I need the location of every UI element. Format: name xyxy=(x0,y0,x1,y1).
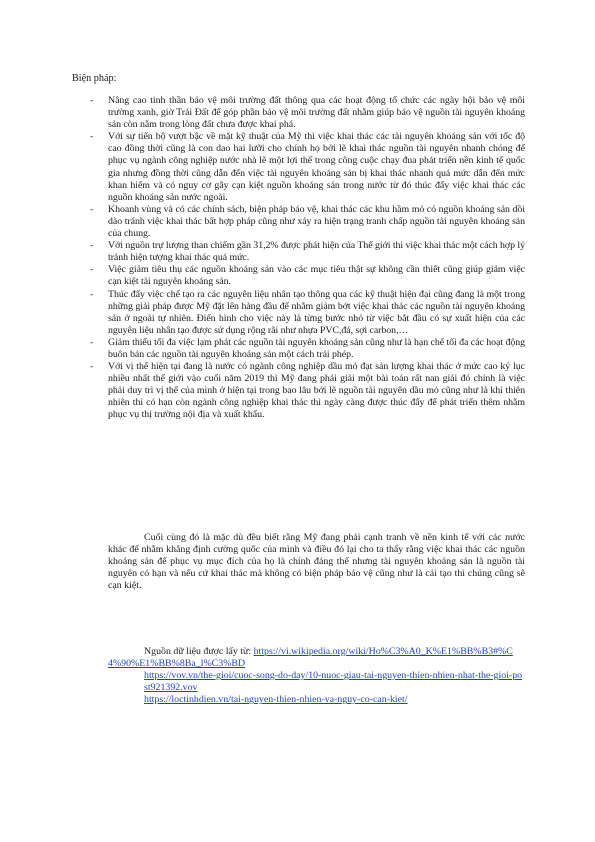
source-link-vov[interactable]: https://vov.vn/the-gioi/cuoc-song-do-day/10-nuoc-giau-tai-nguyen-thien-nhien-nhat-the-gioi-post921392.vov xyxy=(144,670,523,694)
conclusion-paragraph: Cuối cùng đó là mặc dù đều biết rằng Mỹ đang phải cạnh tranh về nền kinh tế với các nước khác để nhằm khẳng định cường quốc của mình và điều đó lại cho ta thấy rằng việc khai thác các nguồn khoáng sản để phục vụ mục đích của họ là chính đáng thế nhưng tài nguyên khoáng sản là nguồn tài nguyên có hạn và nếu cứ khai thác mà không có biện pháp bảo vệ cũng như là cải tạo thì chúng cũng sẽ cạn kiệt. xyxy=(108,532,525,592)
bullet-dash: - xyxy=(90,203,94,215)
list-item-text: Nâng cao tinh thần bảo vệ môi trường đất thông qua các hoạt động tổ chức các ngày hội bảo vệ môi trường xanh, giờ Trái Đất để góp phần bảo vệ môi trường đất nhằm giúp bảo vệ nguồn tài nguyên khoáng sản còn nằm trong lòng đất chưa được khai phá. xyxy=(108,95,525,131)
list-item-text: Với vị thế hiện tại đang là nước có ngành công nghiệp dầu mỏ đạt sản lượng khai thác ở mức cao kỷ lục nhiều nhất thế giới vào cuối năm 2019 thì Mỹ đang phải giải một bài toán rất nan giải đó chính là việc phải duy trì vị thế của mình ở hiện tại trong bao lâu bởi lẽ nguồn tài nguyên dầu mỏ cũng như là khí thiên nhiên thì có hạn còn ngành công nghiệp khai thác thì ngày càng được thúc đẩy để phát triển thêm nhằm phục vụ thị trường nội địa và xuất khẩu. xyxy=(108,361,525,421)
list-item xyxy=(90,361,525,421)
list-item-text: Khoanh vùng và có các chính sách, biện pháp bảo vệ, khai thác các khu hầm mỏ có nguồn khoáng sản dồi dào tránh việc khai thác bất hợp pháp cũng như xảy ra hiện trạng tranh chấp nguồn tài nguyên khoáng sản của chung. xyxy=(108,203,525,240)
list-item xyxy=(90,204,525,240)
bullet-dash: - xyxy=(90,264,94,276)
list-item-text: Việc giảm tiêu thụ các nguồn khoáng sản vào các mục tiêu thật sự không cần thiết cũng giúp giảm việc cạn kiệt tài nguyên khoáng sản. xyxy=(108,264,525,288)
source-line xyxy=(108,694,525,706)
list-item xyxy=(90,95,525,131)
sources-label: Nguồn dữ liệu được lấy từ: xyxy=(144,646,254,657)
list-item-text: Thúc đẩy việc chế tạo ra các nguyên liệu nhân tạo thông qua các kỹ thuật hiện đại cũng đang là một trong những giải pháp được Mỹ đặt lên hàng đầu để nhằm giảm bớt việc khai thác các nguồn tài nguyên khoáng sản ở ngoài tự nhiên. Điển hình cho việc này là từng bước nhỏ từ việc bắt đầu có sự xuất hiện của các nguyên liệu nhân tạo được sử dụng rộng rãi như nhựa PVC,đá, sợi carbon,… xyxy=(108,288,525,336)
bullet-dash: - xyxy=(90,361,94,373)
list-item xyxy=(90,337,525,361)
list-item-text: Với nguồn trự lượng than chiếm gần 31,2% được phát hiện của Thế giới thì việc khai thác một cách hợp lý tránh hiện tượng khai thác quá mức. xyxy=(108,240,525,264)
source-link-loctinhdien[interactable]: https://loctinhdien.vn/tai-nguyen-thien-nhien-va-nguy-co-can-kiet/ xyxy=(144,694,408,706)
bullet-dash: - xyxy=(90,131,94,143)
list-item xyxy=(90,131,525,204)
section-heading: Biện pháp: xyxy=(72,73,117,84)
source-link-wikipedia[interactable]: https://vi.wikipedia.org/wiki/Ho%C3%A0_K%E1%BB%B3#%C4%90%E1%BB%8Ba_l%C3%BD xyxy=(108,646,513,670)
list-item xyxy=(90,289,525,337)
measures-list xyxy=(90,95,525,422)
list-item xyxy=(90,264,525,288)
list-item xyxy=(90,240,525,264)
list-item-text: Giảm thiểu tối đa việc lạm phát các nguồn tài nguyên khoáng sản cũng như là hạn chế tối đa các hoạt động buôn bán các nguồn tài nguyên khoáng sản một cách trái phép. xyxy=(108,336,525,360)
source-line xyxy=(108,670,525,694)
bullet-dash: - xyxy=(90,240,94,252)
bullet-dash: - xyxy=(90,95,94,106)
bullet-dash: - xyxy=(90,288,94,300)
sources-block xyxy=(108,646,525,706)
list-item-text: Với sự tiến bộ vượt bậc về mặt kỹ thuật của Mỹ thì việc khai thác các tài nguyên khoáng sản với tốc độ cao đồng thời cũng là con dao hai lưỡi cho chính họ bởi lẽ khai thác nguồn tài nguyên nhanh chóng để phục vụ ngành công nghiệp nước nhà lẽ một lợi thế trong công cuộc chạy đua phát triển nền kinh tế quốc gia nhưng đồng thời cũng dẫn đến việc tài nguyên khoáng sản bị khai thác nhanh quá mức dẫn đến mức khan hiếm và có nguy cơ gây cạn kiệt nguồn khoáng sản trong nước từ đó thúc đẩy việc khai thác các nguồn khoáng sản nước ngoài. xyxy=(108,131,525,203)
sources-first-line xyxy=(108,646,525,670)
bullet-dash: - xyxy=(90,336,94,348)
